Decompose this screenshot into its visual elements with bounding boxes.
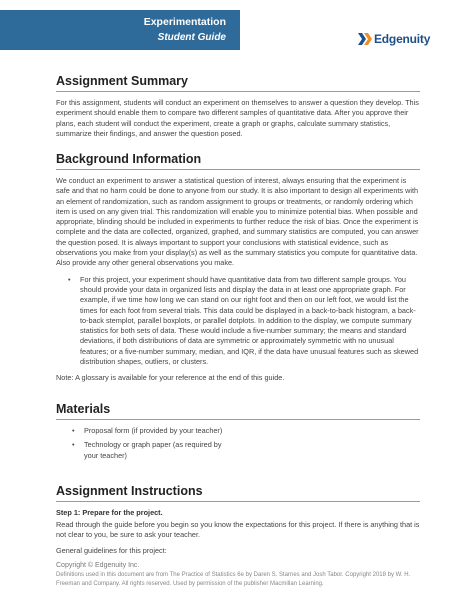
section-heading: Assignment Instructions: [56, 484, 420, 502]
step-paragraph: Read through the guide before you begin so you know the expectations for this project. If there is anything that is not clear to you, be sure to ask your teacher.: [56, 520, 420, 540]
background-section: [56, 152, 420, 384]
list-item: [68, 274, 420, 368]
edgenuity-logo: [358, 32, 430, 46]
section-heading: Assignment Summary: [56, 74, 420, 92]
guide-subtitle: Student Guide: [157, 32, 226, 43]
list-item: [72, 426, 226, 436]
list-item-text: Technology or graph paper (as required by your teacher): [84, 440, 222, 460]
section-heading: Materials: [56, 402, 420, 420]
logo-wordmark: Edgenuity: [374, 32, 431, 46]
list-item: [72, 440, 226, 461]
materials-list: [56, 426, 226, 461]
materials-section: [56, 402, 420, 465]
bullet-icon: •: [72, 440, 75, 450]
glossary-note: Note: A glossary is available for your reference at the end of this guide.: [56, 373, 285, 383]
step-title: Step 1: Prepare for the project.: [56, 508, 163, 517]
section-heading: Background Information: [56, 152, 420, 170]
definitions-credit: Definitions used in this document are from The Practice of Statistics 6e by Daren S. Starnes and Josh Tabor. Copyright 2018 by W. H. Freeman and Company. All rights reserved. Used by permission of the publisher Macmillan Learning.: [56, 572, 411, 587]
header-band: [0, 10, 240, 50]
background-paragraph: We conduct an experiment to answer a statistical question of interest, always ensuring that the experiment is safe and that no harm could be done to anyone from our study. It is also important to design all experiments with an element of randomization, such as random assignment to groups or treatments, or randomly ordering which item is used on any given trial. This randomization will enable you to minimize potential bias. When possible and appropriate, blinding should be included in experiments to further reduce the risk of bias. Once the experiment is complete and the data are collected, organized, graphed, and summary statistics are computed, you can answer the question posed. It is always important to support your conclusions with statistical evidence, such as observations you make from your display(s) as well as the summary statistics you compute for quantitative data. Also provide any other general observations you make.: [56, 176, 419, 268]
assignment-summary-section: [56, 74, 420, 139]
general-guidelines-label: General guidelines for this project:: [56, 545, 167, 555]
list-item-text: For this project, your experiment should have quantitative data from two different sample groups. You should provide your data in organized lists and display the data in at least one appropriate graph. For example, if we time how long we can stand on our right foot and then on our left foot, we would list the times for each foot from several trials. This data could be displayed in a back-to-back histogram, a back-to-back stemplot, parallel boxplots, or parallel dotplots. In addition to the display, we compute summary statistics for both sets of data. These would include a five-number summary; the means and standard deviations, if both distributions of data are symmetric or approximately symmetric with no unusual features; or a five-number summary, median, and IQR, if the data have unusual features such as skewed distribution shapes, outliers, or clusters.: [80, 274, 419, 367]
copyright-text: Copyright © Edgenuity Inc.: [56, 562, 140, 569]
bullet-icon: •: [72, 426, 75, 435]
edgenuity-x-icon: [358, 32, 372, 46]
page-footer: [56, 561, 422, 588]
list-item-text: Proposal form (if provided by your teacher): [84, 426, 223, 435]
background-bullet-list: [56, 275, 420, 368]
bullet-icon: •: [68, 274, 71, 284]
guide-title: Experimentation: [143, 16, 226, 28]
summary-paragraph: For this assignment, students will conduct an experiment on themselves to answer a question they develop. This experiment should enable them to compare two different samples of quantitative data. After you approve their plans, each student will conduct the experiment, create a graph or graphs, calculate summary statistics, summarize their findings, and answer the question posed.: [56, 98, 419, 138]
instructions-section: [56, 484, 420, 556]
